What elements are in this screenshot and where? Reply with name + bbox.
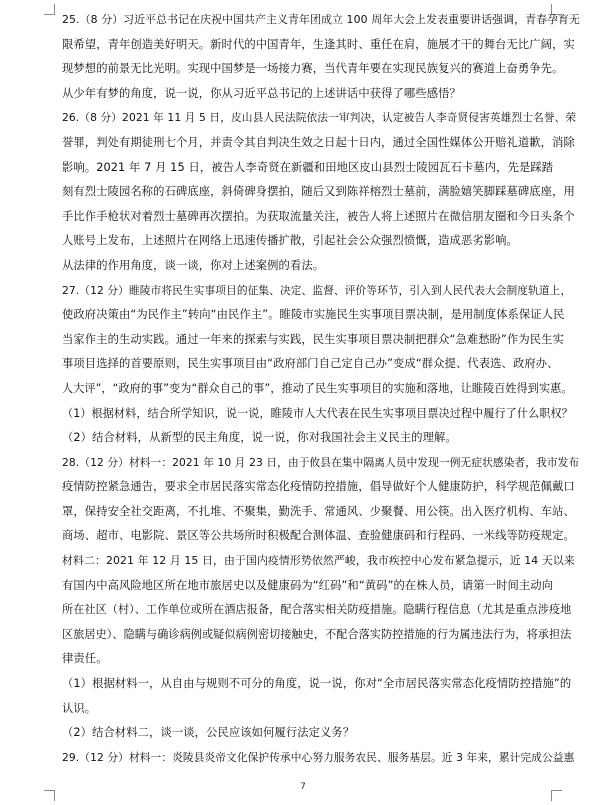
q26-line-3: 影响。2021 年 7 月 15 日，被告人李奇贤在新疆和田地区皮山县烈士陵园瓦石卡墓内，先是踩踏 xyxy=(62,160,554,174)
q28-sub-1-line-2: 认识。 xyxy=(62,701,97,715)
q28-line-3: 罩，保持安全社交距离，不扎堆、不聚集，勤洗手、常通风、少聚餐、用公筷。出入医疗机构、车站、 xyxy=(62,504,575,518)
q28-line-6: 有国内中高风险地区所在地市旅居史以及健康码为“红码”和“黄码”的在株人员，请第一时间主动向 xyxy=(62,578,554,592)
q27-sub-2: （2）结合材料，从新型的民主角度，说一说，你对我国社会主义民主的理解。 xyxy=(62,431,457,445)
q28-line-8: 区旅居史）、隐瞒与确诊病例或疑似病例密切接触史，不配合落实防控措施的行为属违法行为，将承担法 xyxy=(62,627,572,641)
q26-line-4: 刻有烈士陵园名称的石碑底座，斜倚碑身摆拍，随后又到陈祥榕烈士墓前，满脸嬉笑脚踩墓碑底座，用 xyxy=(62,185,575,199)
q25-line-3: 现梦想的前景无比光明。实现中国梦是一场接力赛，当代青年要在实现民族复兴的赛道上奋勇争先。 xyxy=(62,62,564,76)
q27-sub-1: （1）根据材料，结合所学知识，说一说，睢陵市人大代表在民生实事项目票决过程中履行了什么职权？ xyxy=(62,406,573,420)
q27-line-4: 事项目选择的首要原则，民生实事项目由“政府部门自己定自己办”变成“群众提、代表选、政府办、 xyxy=(62,357,559,371)
q29-line-1: 29.（12 分）材料一：炎陵县炎帝文化保护传承中心努力服务农民、服务基层。近 3 年来，累计完成公益惠 xyxy=(62,750,575,764)
q26-line-2: 誉罪，判处有期徒刑七个月，并责令其自判决生效之日起十日内，通过全国性媒体公开赔礼道歉，消除 xyxy=(62,135,575,149)
q26-line-1: 26.（8 分）2021 年 11 月 5 日，皮山县人民法院依法一审判决，认定被告人李奇贤侵害英雄烈士名誉、荣 xyxy=(62,111,577,125)
q27-line-3: 当家作主的生动实践。通过一年来的探索与实践，民生实事项目票决制把群众“急难愁盼”作为民生实 xyxy=(62,332,564,346)
q27-line-2: 使政府决策由“为民作主”转向“由民作主”。睢陵市实施民生实事项目票决制，是用制度体系保证人民 xyxy=(62,308,565,322)
q28-sub-1-line-1: （1）根据材料一，从自由与规则不可分的角度，说一说，你对“全市居民落实常态化疫情防控措施”的 xyxy=(62,677,572,691)
document-body xyxy=(62,8,580,770)
q26-line-6: 人账号上发布，上述照片在网络上迅速传播扩散，引起社会公众强烈愤慨，造成恶劣影响。 xyxy=(62,234,518,248)
q25-line-2: 限希望，青年创造美好明天。新时代的中国青年，生逢其时、重任在肩，施展才干的舞台无比广阔，实 xyxy=(62,37,575,51)
q28-line-1: 28.（12 分）材料一：2021 年 10 月 23 日，由于攸县在集中隔离人员中发现一例无症状感染者，我市发布 xyxy=(62,455,580,469)
q28-line-5: 材料二：2021 年 12 月 15 日，由于国内疫情形势依然严峻，我市疾控中心发布紧急提示，近 14 天以来 xyxy=(62,554,575,568)
q28-line-4: 商场、超市、电影院、景区等公共场所时积极配合测体温、查验健康码和行程码、一米线等防疫规定。 xyxy=(62,529,575,543)
q27-line-5: 人大评”，“政府的事”变为“群众自己的事”，推动了民生实事项目的实施和落地，让睢陵百姓得到实惠。 xyxy=(62,381,573,395)
q27-line-1: 27.（12 分）睢陵市将民生实事项目的征集、决定、监督、评价等环节，引入到人民代表大会制度轨道上， xyxy=(62,283,572,297)
q28-line-2: 疫情防控紧急通告，要求全市居民落实常态化疫情防控措施，倡导做好个人健康防护，科学规范佩戴口 xyxy=(62,480,575,494)
q26-prompt: 从法律的作用角度，谈一谈，你对上述案例的看法。 xyxy=(62,258,325,272)
q28-line-7: 所在社区（村）、工作单位或所在酒店报备，配合落实相关防疫措施。隐瞒行程信息（尤其是重点涉疫地 xyxy=(62,603,572,617)
q25-prompt: 从少年有梦的角度，说一说，你从习近平总书记的上述讲话中获得了哪些感悟？ xyxy=(62,86,461,100)
q26-line-5: 手比作手枪状对着烈士墓碑再次摆拍。为获取流量关注，被告人将上述照片在微信朋友圈和今日头条个 xyxy=(62,209,575,223)
q28-line-9: 律责任。 xyxy=(62,652,108,666)
crop-mark-top-left xyxy=(44,4,55,15)
q28-sub-2: （2）结合材料二，谈一谈，公民应该如何履行法定义务？ xyxy=(62,726,355,740)
page-number: 7 xyxy=(300,782,306,792)
q25-line-1: 25.（8 分）习近平总书记在庆祝中国共产主义青年团成立 100 周年大会上发表重要讲话强调，青春孕育无 xyxy=(62,13,580,26)
